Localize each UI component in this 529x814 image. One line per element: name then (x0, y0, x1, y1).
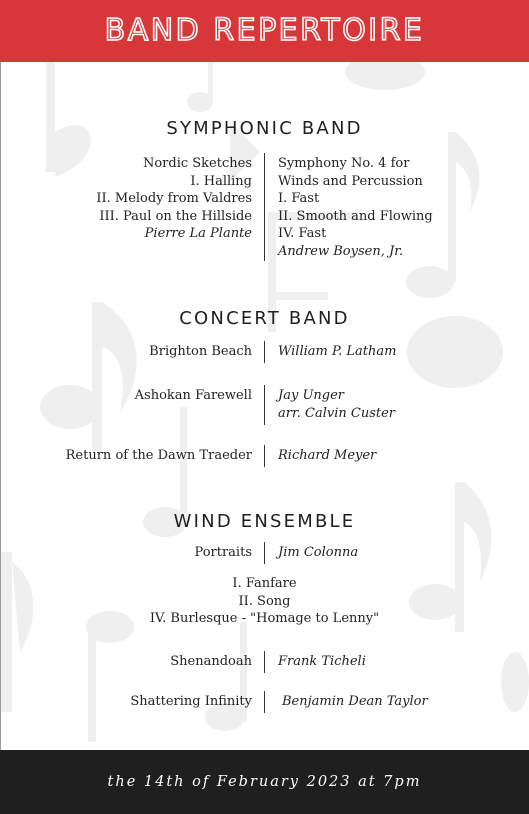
movement-line: IV. Burlesque - "Homage to Lenny" (149, 611, 380, 627)
arranger-line: arr. Calvin Custer (278, 405, 395, 421)
piece-line: II. Smooth and Flowing (278, 208, 433, 224)
piece-line: Nordic Sketches (142, 156, 252, 171)
divider-line (264, 651, 265, 673)
piece-title: Brighton Beach (149, 344, 252, 359)
piece-title: Portraits (194, 545, 252, 560)
divider-line (264, 445, 265, 467)
divider-line (264, 341, 265, 363)
composer: Pierre La Plante (144, 226, 252, 242)
piece-line: Symphony No. 4 for (278, 156, 410, 171)
composer: William P. Latham (278, 344, 397, 359)
piece-line: III. Paul on the Hillside (99, 208, 252, 224)
piece-title: Shattering Infinity (130, 694, 252, 709)
piece-line: II. Melody from Valdres (96, 191, 252, 207)
piece-title: Return of the Dawn Traeder (65, 448, 252, 463)
divider-line (264, 385, 265, 425)
composer: Benjamin Dean Taylor (282, 694, 428, 709)
event-date: the 14th of February 2023 at 7pm (107, 774, 422, 790)
composer-line: Jay Unger (278, 388, 344, 403)
movement-line: I. Fanfare (232, 576, 297, 591)
symphonic-left-program (96, 155, 252, 243)
composer: Frank Ticheli (278, 654, 366, 669)
section-title-concert: CONCERT BAND (179, 308, 350, 329)
footer-bar (0, 750, 529, 814)
section-title-wind: WIND ENSEMBLE (173, 511, 356, 532)
piece-title: Ashokan Farewell (134, 388, 252, 403)
piece-line: Winds and Percussion (278, 173, 423, 189)
page-title: BAND REPERTOIRE (104, 13, 425, 48)
movement-line: II. Song (238, 593, 291, 609)
piece-line: I. Halling (190, 173, 252, 189)
divider-line (264, 542, 265, 564)
composer: Jim Colonna (278, 545, 359, 560)
piece-line: I. Fast (278, 191, 320, 207)
divider-line (264, 153, 265, 261)
header-bar (0, 0, 529, 62)
section-title-symphonic: SYMPHONIC BAND (166, 118, 363, 139)
composer (278, 387, 395, 422)
composer: Andrew Boysen, Jr. (278, 243, 404, 259)
movement-list (0, 575, 529, 628)
piece-title: Shenandoah (170, 654, 252, 669)
divider-line (264, 691, 265, 713)
composer: Richard Meyer (278, 448, 377, 463)
symphonic-right-program (278, 155, 433, 261)
piece-line: IV. Fast (278, 226, 327, 242)
